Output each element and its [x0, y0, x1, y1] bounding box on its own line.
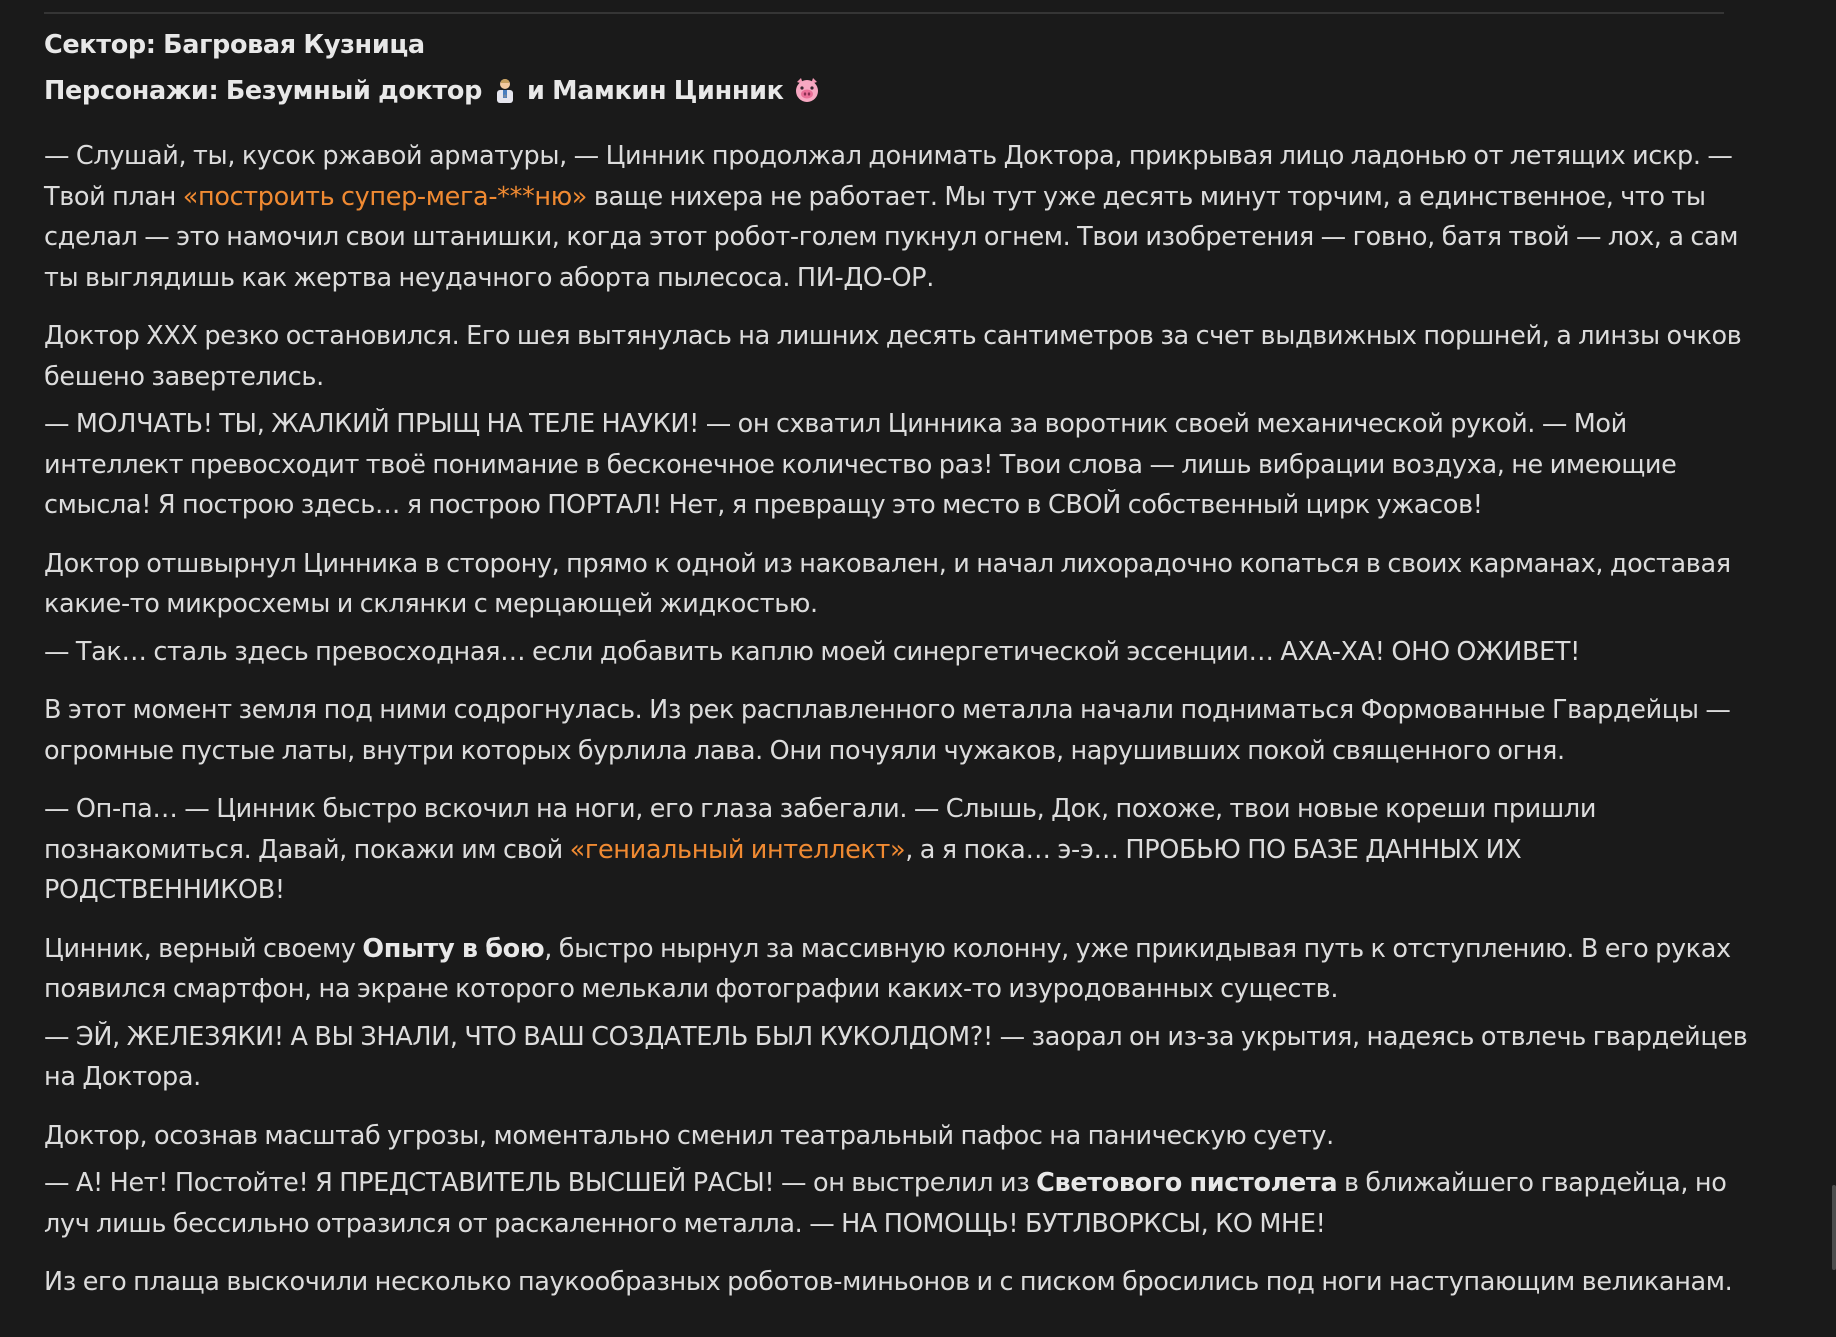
paragraph-12: Из его плаща выскочили несколько паукообразных роботов-миньонов и с писком бросились под ноги наступающим великанам.	[44, 1267, 1733, 1297]
paragraph-10: Доктор, осознав масштаб угрозы, моментально сменил театральный пафос на паническую суету.	[44, 1120, 1334, 1151]
paragraph-7	[44, 789, 1764, 911]
paragraph-8-bold: Опыту в бою	[362, 933, 545, 964]
message-content	[44, 22, 1764, 1321]
paragraph-9: — ЭЙ, ЖЕЛЕЗЯКИ! А ВЫ ЗНАЛИ, ЧТО ВАШ СОЗДАТЕЛЬ БЫЛ КУКОЛДОМ?! — заорал он из-за укрытия, надеясь отвлечь гвардейцев на Доктора.	[44, 1021, 1748, 1092]
paragraph-7-text-b: , а я пока… э-э… ПРОБЬЮ ПО БАЗЕ ДАННЫХ ИХ РОДСТВЕННИКОВ!	[44, 834, 1522, 905]
paragraph-8-text-b: , быстро нырнул за массивную колонну, уже прикидывая путь к отступлению. В его руках появился смартфон, на экране которого мелькали фотографии каких-то изуродованных существ.	[44, 933, 1731, 1004]
scrollbar-thumb[interactable]	[1832, 1185, 1836, 1270]
paragraph-1-highlight: «построить супер-мега-***ню»	[182, 181, 588, 212]
paragraph-11-bold: Светового пистолета	[1036, 1168, 1338, 1198]
characters-heading	[44, 68, 1764, 118]
paragraph-7-text-a: — Оп-па… — Цинник быстро вскочил на ноги, его глаза забегали. — Слышь, Док, похоже, твои новые кореши пришли познакомиться. Давай, покажи им свой	[44, 794, 1597, 865]
paragraph-6: В этот момент земля под ними содрогнулась. Из рек расплавленного металла начали подниматься Формованные Гвардейцы — огромные пустые латы, внутри которых бурлила лава. Они почуяли чужаков, нарушивших покой священного огня.	[44, 695, 1731, 766]
paragraph-5: — Так… сталь здесь превосходная… если добавить каплю моей синергетической эссенции… АХА-ХА! ОНО ОЖИВЕТ!	[44, 636, 1580, 667]
paragraph-7-highlight: «гениальный интеллект»	[569, 834, 906, 865]
paragraph-11	[44, 1163, 1764, 1244]
paragraph-2: Доктор XXX резко остановился. Его шея вытянулась на лишних десять сантиметров за счет выдвижных поршней, а линзы очков бешено завертелись.	[44, 321, 1742, 392]
sector-heading: Сектор: Багровая Кузница	[44, 30, 425, 60]
paragraph-4: Доктор отшвырнул Цинника в сторону, прямо к одной из наковален, и начал лихорадочно копаться в своих карманах, доставая какие-то микросхемы и склянки с мерцающей жидкостью.	[44, 548, 1731, 619]
paragraph-3: — МОЛЧАТЬ! ТЫ, ЖАЛКИЙ ПРЫЩ НА ТЕЛЕ НАУКИ! — он схватил Цинника за воротник своей механической рукой. — Мой интеллект превосходит твоё понимание в бесконечное количество раз! Твои слова — лишь вибрации воздуха, не имеющие смысла! Я построю здесь… я построю ПОРТАЛ! Нет, я превращу это место в СВОЙ собственный цирк ужасов!	[44, 409, 1677, 520]
paragraph-1-text-b: ваще нихера не работает. Мы тут уже десять минут торчим, а единственное, что ты сделал — это намочил свои штанишки, когда этот робот-голем пукнул огнем. Твои изобретения — говно, батя твой — лох, а сам ты выглядишь как жертва неудачного аборта пылесоса. ПИ-ДО-ОР.	[44, 181, 1739, 293]
paragraph-1	[44, 136, 1764, 298]
paragraph-11-text-b: в ближайшего гвардейца, но луч лишь бессильно отразился от раскаленного металла. — НА ПОМОЩЬ! БУТЛВОРКСЫ, КО МНЕ!	[44, 1168, 1727, 1239]
paragraph-11-text-a: — А! Нет! Постойте! Я ПРЕДСТАВИТЕЛЬ ВЫСШЕЙ РАСЫ! — он выстрелил из	[44, 1168, 1037, 1198]
characters-middle: и Мамкин Цинник	[527, 76, 784, 106]
top-divider	[44, 12, 1724, 14]
paragraph-8-text-a: Цинник, верный своему	[44, 933, 363, 964]
pig-emoji-icon	[793, 72, 821, 118]
characters-prefix: Персонажи: Безумный доктор	[44, 76, 482, 106]
paragraph-8	[44, 929, 1764, 1010]
doctor-emoji-icon	[492, 72, 518, 118]
paragraph-1-text-a: — Слушай, ты, кусок ржавой арматуры, — Цинник продолжал донимать Доктора, прикрывая лицо ладонью от летящих искр. — Твой план	[44, 141, 1733, 212]
